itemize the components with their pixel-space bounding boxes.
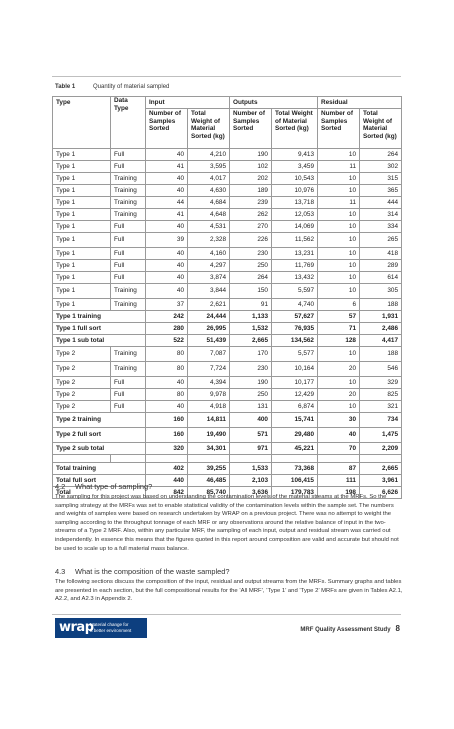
cell-value: 1,532 [230,323,272,335]
cell-value: 46,485 [188,475,230,487]
table-row [53,173,402,185]
cell-value [272,455,318,463]
cell-value: 202 [230,173,272,185]
footer-document-info [300,624,400,633]
cell-value: 40 [146,272,188,284]
cell-value: 160 [146,428,188,443]
cell-data-type: Full [111,260,146,272]
cell-value: 188 [360,347,402,362]
cell-value: 80 [146,362,188,377]
cell-data-type: Full [111,149,146,161]
cell-type: Type 1 [53,209,111,221]
cell-type: Type 1 [53,185,111,197]
table-row [53,161,402,173]
cell-value: 3,595 [188,161,230,173]
cell-value: 80 [146,389,188,401]
cell-data-type: Training [111,209,146,221]
cell-value: 230 [230,362,272,377]
cell-value: 40 [146,260,188,272]
cell-value: 13,432 [272,272,318,284]
cell-value: 30 [318,413,360,428]
cell-data-type: Training [111,284,146,299]
cell-value: 11,562 [272,233,318,248]
cell-type: Type 1 [53,149,111,161]
cell-value: 57,627 [272,311,318,323]
cell-value: 264 [230,272,272,284]
cell-type: Type 1 training [53,311,146,323]
cell-value: 546 [360,362,402,377]
cell-value: 315 [360,173,402,185]
cell-value: 6 [318,299,360,311]
subheader-outputs-weight: Total Weight of Material Sorted (kg) [272,109,318,149]
cell-value: 4,160 [188,248,230,260]
cell-value: 10 [318,248,360,260]
cell-value: 270 [230,221,272,233]
cell-value: 13,231 [272,248,318,260]
table-total-row [53,463,402,475]
cell-value: 10 [318,185,360,197]
cell-value: 44 [146,197,188,209]
cell-value: 189 [230,185,272,197]
cell-type: Type 1 [53,161,111,173]
cell-value: 262 [230,209,272,221]
cell-value: 5,577 [272,347,318,362]
cell-value: 29,480 [272,428,318,443]
cell-value [360,455,402,463]
header-outputs: Outputs [230,97,318,109]
cell-value: 10 [318,347,360,362]
table-row [53,377,402,389]
cell-value: 7,087 [188,347,230,362]
cell-value: 400 [230,413,272,428]
table-row [53,197,402,209]
cell-value: 41 [146,161,188,173]
logo-wordmark: wrap [59,620,94,635]
cell-value: 45,221 [272,443,318,455]
cell-value: 614 [360,272,402,284]
section-title: What is the composition of the waste sampled? [75,567,230,576]
cell-value: 6,626 [360,487,402,499]
cell-value: 2,486 [360,323,402,335]
cell-value [188,455,230,463]
cell-value: 12,429 [272,389,318,401]
cell-value: 230 [230,248,272,260]
section-number: 4.3 [55,567,66,576]
cell-data-type [111,455,146,463]
cell-value: 444 [360,197,402,209]
table-title: Quantity of material sampled [93,84,170,90]
cell-value: 40 [146,185,188,197]
cell-value: 289 [360,260,402,272]
cell-value: 11,769 [272,260,318,272]
section-title: What type of sampling? [75,482,153,491]
cell-value: 10,164 [272,362,318,377]
header-residual: Residual [318,97,402,109]
table-caption [55,84,169,90]
cell-value: 7,724 [188,362,230,377]
table-row [53,149,402,161]
cell-value: 19,490 [188,428,230,443]
table-row [53,221,402,233]
section-heading-4-2 [55,482,152,491]
cell-value: 37 [146,299,188,311]
table-row [53,284,402,299]
cell-value: 10 [318,272,360,284]
table-row [53,347,402,362]
cell-value: 188 [360,299,402,311]
cell-data-type: Full [111,401,146,413]
cell-value: 2,665 [360,463,402,475]
table-total-row [53,428,402,443]
cell-value: 80 [146,347,188,362]
cell-value: 440 [146,475,188,487]
cell-value: 11 [318,197,360,209]
cell-value [318,455,360,463]
cell-value: 106,415 [272,475,318,487]
cell-value: 734 [360,413,402,428]
cell-value: 40 [146,401,188,413]
cell-value: 190 [230,149,272,161]
cell-data-type: Full [111,272,146,284]
cell-value: 320 [146,443,188,455]
cell-value: 39,255 [188,463,230,475]
cell-data-type: Training [111,185,146,197]
table-row [53,401,402,413]
table-row [53,260,402,272]
cell-type: Type 1 full sort [53,323,146,335]
footer-divider [52,614,401,615]
cell-value: 14,811 [188,413,230,428]
cell-value: 250 [230,389,272,401]
cell-type: Type 2 [53,362,111,377]
cell-value: 73,368 [272,463,318,475]
cell-value: 170 [230,347,272,362]
cell-value: 10 [318,284,360,299]
logo-tagline-line-1: Material change for [90,622,129,627]
table-row [53,272,402,284]
cell-value: 302 [360,161,402,173]
table-row [53,299,402,311]
cell-value: 51,439 [188,335,230,347]
cell-value: 305 [360,284,402,299]
cell-data-type: Training [111,173,146,185]
cell-value: 402 [146,463,188,475]
cell-value: 4,417 [360,335,402,347]
quantity-table [52,96,402,499]
cell-value: 329 [360,377,402,389]
cell-value: 131 [230,401,272,413]
cell-type: Type 1 [53,248,111,260]
cell-value: 4,394 [188,377,230,389]
cell-value: 2,621 [188,299,230,311]
cell-data-type: Training [111,197,146,209]
cell-value: 6,874 [272,401,318,413]
cell-type: Type 1 [53,221,111,233]
cell-value: 4,630 [188,185,230,197]
cell-value: 111 [318,475,360,487]
cell-type: Type 2 [53,377,111,389]
subheader-input-weight: Total Weight of Material Sorted (kg) [188,109,230,149]
cell-value [230,455,272,463]
cell-value: 102 [230,161,272,173]
cell-value: 40 [146,149,188,161]
cell-value: 134,562 [272,335,318,347]
table-total-row [53,443,402,455]
table-total-row [53,311,402,323]
cell-value: 2,665 [230,335,272,347]
cell-type: Type 1 [53,197,111,209]
subheader-input-samples: Number of Samples Sorted [146,109,188,149]
cell-value: 9,978 [188,389,230,401]
cell-value: 3,636 [230,487,272,499]
cell-value: 87 [318,463,360,475]
header-input: Input [146,97,230,109]
cell-data-type: Training [111,299,146,311]
cell-value: 10 [318,233,360,248]
cell-data-type: Full [111,248,146,260]
cell-value: 1,133 [230,311,272,323]
cell-data-type: Full [111,233,146,248]
cell-type: Total full sort [53,475,146,487]
cell-value: 321 [360,401,402,413]
cell-type: Type 1 [53,173,111,185]
cell-type: Type 2 full sort [53,428,146,443]
cell-value: 40 [146,284,188,299]
cell-value: 10 [318,401,360,413]
cell-type: Type 1 sub total [53,335,146,347]
cell-value: 365 [360,185,402,197]
cell-value: 1,475 [360,428,402,443]
cell-value: 57 [318,311,360,323]
cell-value: 4,297 [188,260,230,272]
cell-value: 10 [318,209,360,221]
table-total-row [53,335,402,347]
cell-value: 12,053 [272,209,318,221]
cell-value: 40 [146,173,188,185]
cell-value: 226 [230,233,272,248]
cell-value: 20 [318,362,360,377]
logo-tagline [90,622,131,633]
cell-data-type: Full [111,221,146,233]
cell-value: 39 [146,233,188,248]
cell-value: 571 [230,428,272,443]
cell-value: 91 [230,299,272,311]
cell-type [53,455,111,463]
cell-type: Type 1 [53,272,111,284]
table-row [53,185,402,197]
cell-type: Type 2 sub total [53,443,146,455]
cell-value: 198 [318,487,360,499]
table-header-row [53,97,402,109]
table-spacer-row [53,455,402,463]
cell-type: Total [53,487,146,499]
cell-value: 40 [318,428,360,443]
footer-doc-title: MRF Quality Assessment Study [300,627,391,633]
cell-value: 825 [360,389,402,401]
cell-value: 40 [146,248,188,260]
header-type: Type [53,97,111,149]
cell-value: 20 [318,389,360,401]
table-row [53,389,402,401]
cell-value: 26,995 [188,323,230,335]
cell-value: 150 [230,284,272,299]
cell-value: 179,783 [272,487,318,499]
section-body-4-3: The following sections discuss the composition of the input, residual and output streams from the MRFs. Summary graphs and tables are presented in each section, but the full compositional results for the ‘All MRF’, ‘Type 1’ and ‘Type 2’ MRFs are given in Tables A2.1, A2.2, and A2.3 in Appendix 2. [55,579,403,603]
header-data-type: Data Type [111,97,146,149]
cell-value: 4,531 [188,221,230,233]
cell-value: 24,444 [188,311,230,323]
wrap-logo [55,618,147,638]
cell-value: 4,648 [188,209,230,221]
cell-value: 1,533 [230,463,272,475]
cell-value: 418 [360,248,402,260]
cell-value: 3,844 [188,284,230,299]
cell-value: 10 [318,260,360,272]
cell-type: Total training [53,463,146,475]
cell-value: 971 [230,443,272,455]
cell-value: 10 [318,377,360,389]
cell-value: 3,459 [272,161,318,173]
page-number: 8 [395,624,400,633]
cell-value: 4,017 [188,173,230,185]
cell-type: Type 1 [53,284,111,299]
cell-value: 128 [318,335,360,347]
cell-value: 40 [146,377,188,389]
cell-type: Type 1 [53,233,111,248]
cell-type: Type 1 [53,260,111,272]
cell-value: 334 [360,221,402,233]
cell-value: 190 [230,377,272,389]
cell-value: 1,931 [360,311,402,323]
cell-value: 239 [230,197,272,209]
cell-type: Type 2 [53,347,111,362]
cell-type: Type 2 [53,389,111,401]
top-divider [52,76,401,77]
table-row [53,233,402,248]
cell-data-type: Training [111,347,146,362]
subheader-outputs-samples: Number of Samples Sorted [230,109,272,149]
cell-type: Type 1 [53,299,111,311]
cell-value: 10 [318,149,360,161]
cell-value: 160 [146,413,188,428]
cell-value: 280 [146,323,188,335]
cell-value: 2,103 [230,475,272,487]
cell-value: 10 [318,173,360,185]
table-row [53,362,402,377]
cell-value: 4,918 [188,401,230,413]
cell-value: 3,961 [360,475,402,487]
cell-value: 4,684 [188,197,230,209]
subheader-residual-weight: Total Weight of Material Sorted (kg) [360,109,402,149]
cell-value: 5,597 [272,284,318,299]
cell-value: 250 [230,260,272,272]
section-heading-4-3 [55,567,229,576]
cell-value: 11 [318,161,360,173]
cell-value: 842 [146,487,188,499]
cell-value: 34,301 [188,443,230,455]
cell-value: 3,874 [188,272,230,284]
cell-data-type: Full [111,161,146,173]
cell-value: 15,741 [272,413,318,428]
table-total-row [53,413,402,428]
cell-value: 10,976 [272,185,318,197]
cell-type: Type 2 [53,401,111,413]
cell-value: 10,543 [272,173,318,185]
cell-type: Type 2 training [53,413,146,428]
cell-value: 71 [318,323,360,335]
cell-value: 2,209 [360,443,402,455]
cell-value: 265 [360,233,402,248]
cell-value: 40 [146,221,188,233]
table-total-row [53,323,402,335]
cell-value: 242 [146,311,188,323]
cell-value [146,455,188,463]
cell-data-type: Training [111,362,146,377]
cell-value: 4,210 [188,149,230,161]
cell-value: 2,328 [188,233,230,248]
cell-value: 264 [360,149,402,161]
logo-tagline-line-2: a better environment [90,627,132,633]
cell-data-type: Full [111,389,146,401]
cell-value: 10,177 [272,377,318,389]
table-number: Table 1 [55,84,76,90]
cell-data-type: Full [111,377,146,389]
cell-value: 76,935 [272,323,318,335]
subheader-residual-samples: Number of Samples Sorted [318,109,360,149]
cell-value: 10 [318,221,360,233]
cell-value: 314 [360,209,402,221]
cell-value: 14,069 [272,221,318,233]
cell-value: 13,718 [272,197,318,209]
cell-value: 70 [318,443,360,455]
cell-value: 4,740 [272,299,318,311]
section-number: 4.2 [55,482,66,491]
table-row [53,209,402,221]
table-row [53,248,402,260]
cell-value: 41 [146,209,188,221]
cell-value: 85,740 [188,487,230,499]
cell-value: 522 [146,335,188,347]
cell-value: 9,413 [272,149,318,161]
section-body-4-2: The sampling for this project was based on understanding the contamination levels of the material streams at the MRFs. So the sampling strategy at the MRFs was set to enable statistical validity of the contamination levels within the sample set. The numbers and weights of samples were based on research undertaken by WRAP on a previous project. There was no attempt to weight the sampling according to the throughput tonnage of each MRF or any observations around the relative balance of input in the two-streams of a Type 2 MRF. Also, within any particular MRF, the sampling of each input, output and residual stream was carried out independently. In essence this means that the figures quoted in this report around composition are valid and accurate but should not be used to scale up to a full material mass balance. [55,494,399,552]
